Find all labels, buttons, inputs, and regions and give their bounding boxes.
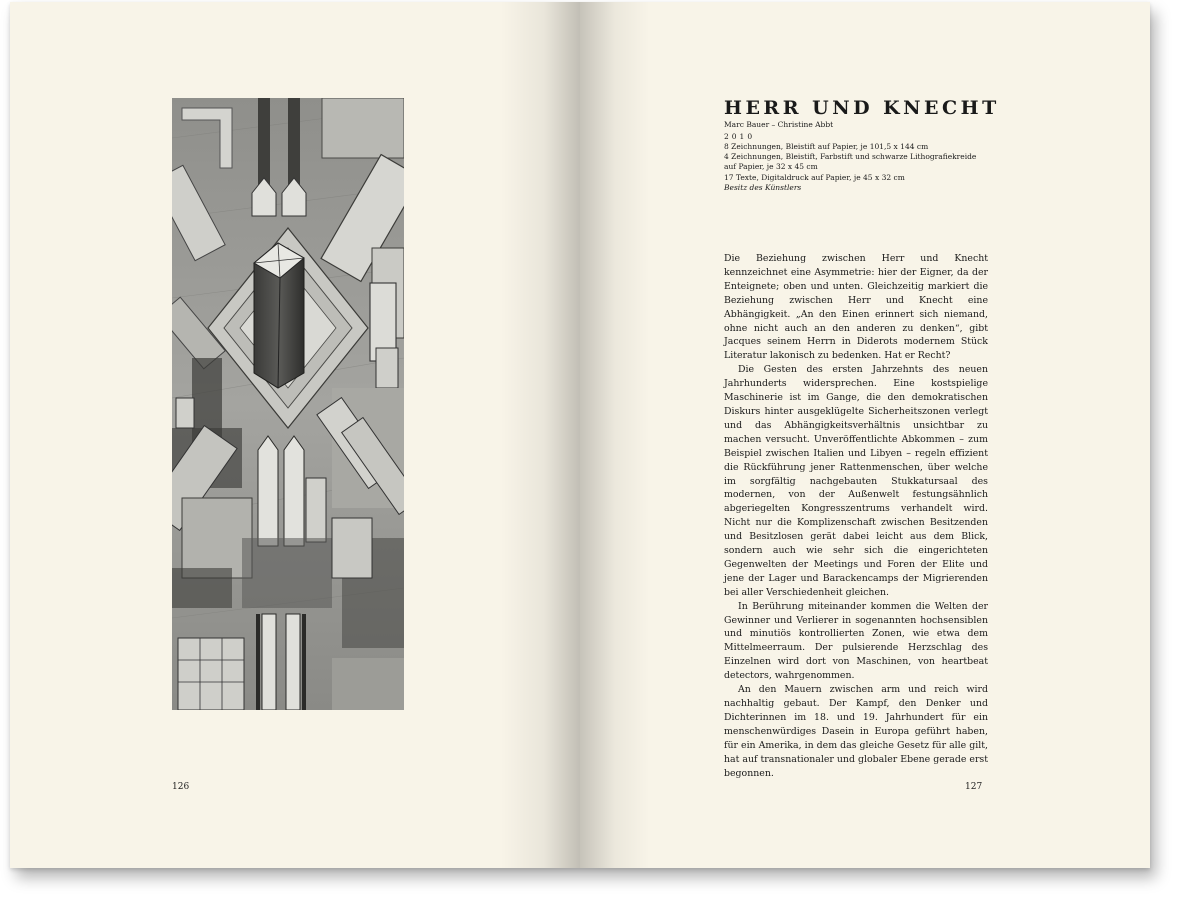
work-year: 2010: [724, 132, 756, 141]
work-authors: Marc Bauer – Christine Abbt: [724, 120, 834, 129]
work-detail-line: 4 Zeichnungen, Bleistift, Farbstift und schwarze Lithografiekreide: [724, 152, 977, 162]
essay-paragraph: In Berührung miteinander kommen die Welten der Gewinner und Verlierer in sogenannten hochsensiblen und minutiös kontrollierten Zonen, wie etwa dem Mittelmeerraum. Der pulsierende Herzschlag des Einzelnen wird dort von Maschinen, von heartbeat detectors, wahrgenommen.: [724, 600, 988, 682]
gutter-shadow-right: [580, 2, 650, 868]
essay-paragraph: Die Beziehung zwischen Herr und Knecht kennzeichnet eine Asymmetrie: hier der Eigner, da der Enteignete; oben und unten. Gleichzeitig markiert die Beziehung zwischen Herr und Knecht eine Abhängigkeit. „An den Einen erinnert sich niemand, ohne nicht auch an den anderen zu denken“, gibt Jacques seinem Herrn in Diderots modernem Stück Literatur lakonisch zu bedenken. Hat er Recht?: [724, 253, 988, 362]
essay-paragraph: Die Gesten des ersten Jahrzehnts des neuen Jahrhunderts widersprechen. Eine kostspielige Maschinerie ist im Gange, die den demokratischen Diskurs hinter ausgeklügelte Sicherheitszonen verlegt und das Abhängigkeitsverhältnis unsichtbar zu machen versucht. Unveröffentlichte Abkommen – zum Beispiel zwischen Italien und Libyen – regeln effizient die Rückführung jener Rattenmenschen, über welche im sorgfältig nachgebauten Stukkatursaal des modernen, von der Außenwelt festungsähnlich abgeriegelten Kongresszentrums verhandelt wird. Nicht nur die Komplizenschaft zwischen Besitzenden und Besitzlosen gerät dabei leicht aus dem Blick, sondern auch wie sehr sich die eingerichteten Gegenwelten der Meetings und Foren der Elite und jene der Lager und Barackencamps der Migrierenden bei aller Verschiedenheit gleichen.: [724, 364, 988, 598]
gutter-shadow-left: [500, 2, 580, 868]
left-page: [10, 2, 580, 868]
work-detail-line: 8 Zeichnungen, Bleistift auf Papier, je 101,5 x 144 cm: [724, 142, 929, 151]
page-number-right: 127: [965, 782, 983, 792]
essay-text: [724, 252, 988, 780]
work-ownership: Besitz des Künstlers: [724, 182, 802, 192]
work-title: HERR UND KNECHT: [724, 97, 1000, 119]
essay-paragraph: An den Mauern zwischen arm und reich wird nachhaltig gebaut. Der Kampf, den Denker und Dichterinnen im 18. und 19. Jahrhundert für ein menschenwürdiges Dasein in Europa geführt haben, für ein Amerika, in dem das gleiche Gesetz für alle gilt, hat auf transnationaler und globaler Ebene gerade erst begonnen.: [724, 684, 988, 779]
work-detail-line: auf Papier, je 32 x 45 cm: [724, 162, 818, 172]
work-detail-line: 17 Texte, Digitaldruck auf Papier, je 45 x 32 cm: [724, 172, 905, 182]
book-spread: [10, 2, 1150, 868]
work-caption: [724, 96, 1044, 193]
artwork-drawing: [172, 98, 404, 710]
right-page: [580, 2, 1150, 868]
page-number-left: 126: [172, 782, 190, 792]
